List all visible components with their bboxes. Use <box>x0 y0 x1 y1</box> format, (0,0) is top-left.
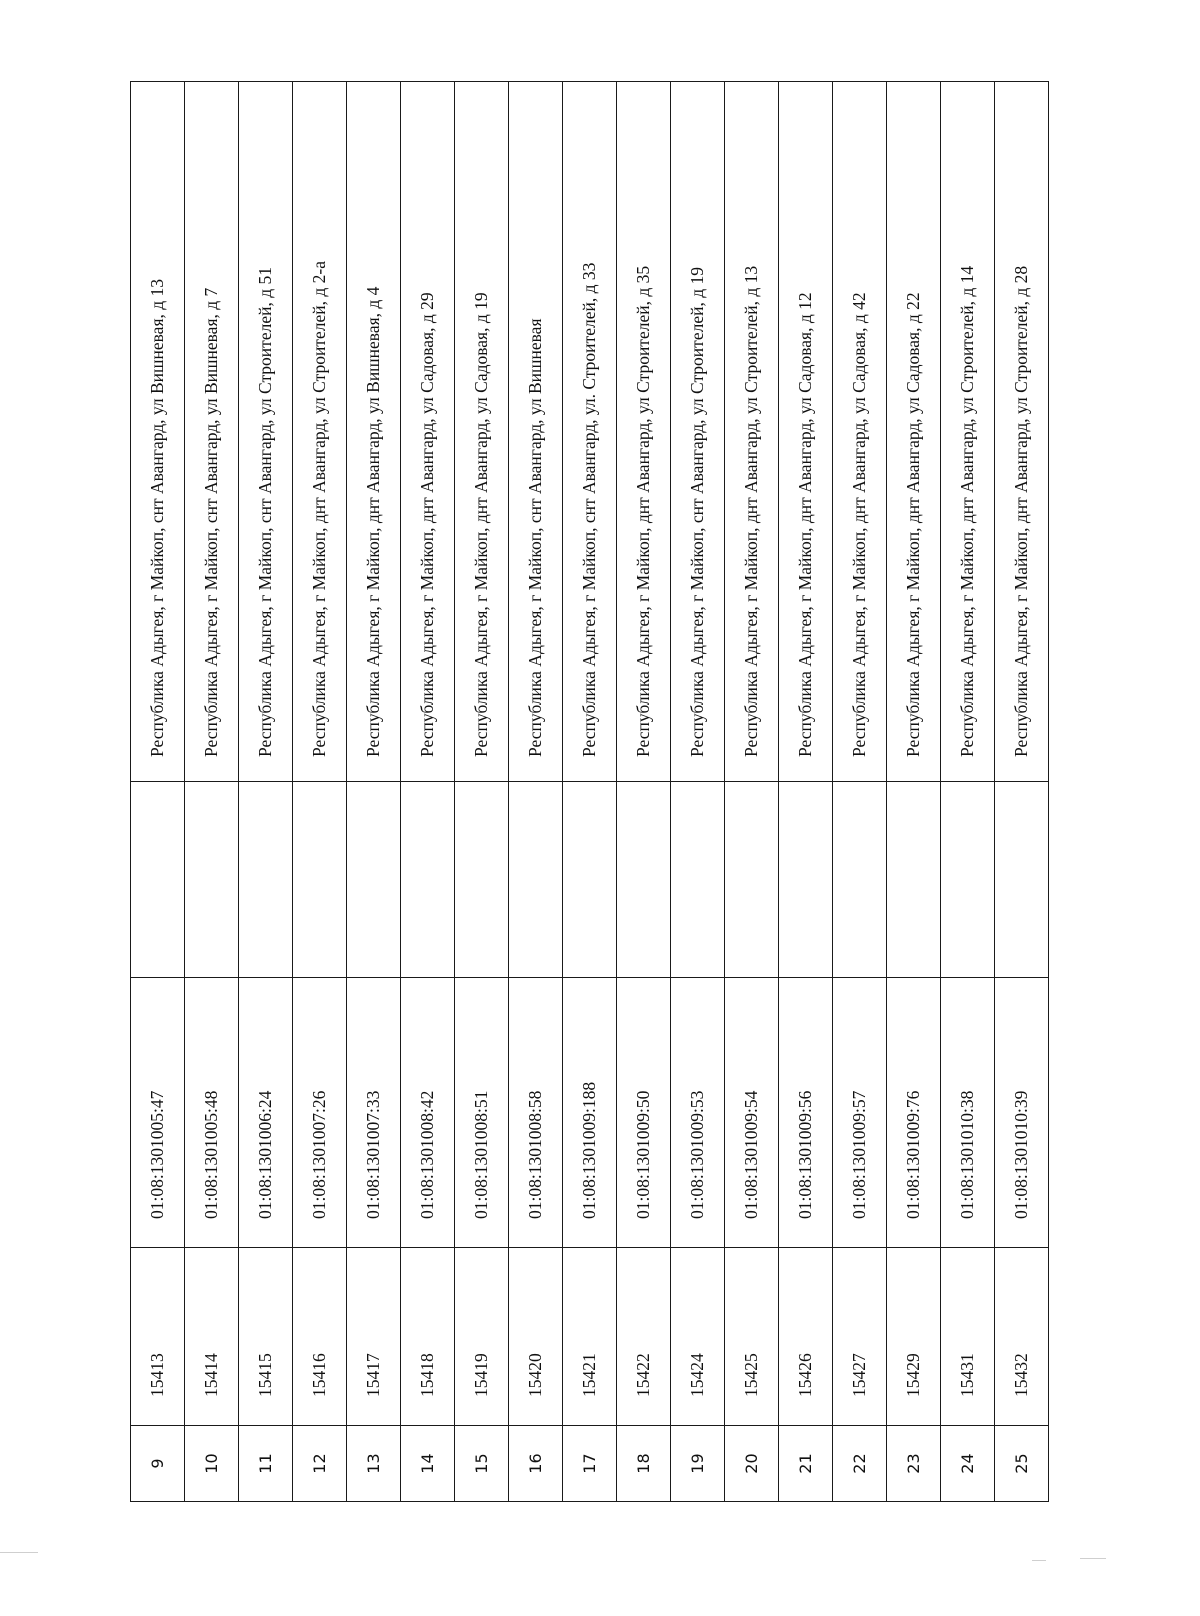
table-wrapper <box>130 82 1031 1502</box>
cadastral-number-cell: 01:08:1301007:26 <box>293 978 347 1248</box>
empty-cell <box>131 782 185 978</box>
table-row <box>401 82 455 1502</box>
table-row <box>185 82 239 1502</box>
cadastral-number-cell: 01:08:1301009:188 <box>563 978 617 1248</box>
rotated-table-area <box>130 82 1031 1502</box>
row-number-cell: 23 <box>887 1426 941 1502</box>
cadastral-number-cell: 01:08:1301009:76 <box>887 978 941 1248</box>
row-number-cell: 14 <box>401 1426 455 1502</box>
empty-cell <box>833 782 887 978</box>
empty-cell <box>293 782 347 978</box>
address-cell: Республика Адыгея, г Майкоп, снт Авангард, ул Строителей, д 19 <box>671 82 725 782</box>
cadastral-number-cell: 01:08:1301009:50 <box>617 978 671 1248</box>
address-cell: Республика Адыгея, г Майкоп, днт Авангард, ул Садовая, д 19 <box>455 82 509 782</box>
empty-cell <box>779 782 833 978</box>
cadastral-number-cell: 01:08:1301009:53 <box>671 978 725 1248</box>
cadastral-number-cell: 01:08:1301010:38 <box>941 978 995 1248</box>
row-number-cell: 10 <box>185 1426 239 1502</box>
row-number-cell: 22 <box>833 1426 887 1502</box>
object-id-cell: 15424 <box>671 1248 725 1426</box>
object-id-cell: 15414 <box>185 1248 239 1426</box>
table-row <box>887 82 941 1502</box>
table-row <box>941 82 995 1502</box>
address-cell: Республика Адыгея, г Майкоп, днт Авангард, ул Строителей, д 28 <box>995 82 1049 782</box>
scan-speck <box>0 1552 38 1553</box>
empty-cell <box>671 782 725 978</box>
table-row <box>671 82 725 1502</box>
empty-cell <box>725 782 779 978</box>
table-row <box>995 82 1049 1502</box>
object-id-cell: 15427 <box>833 1248 887 1426</box>
table-row <box>833 82 887 1502</box>
table-row <box>725 82 779 1502</box>
row-number-cell: 11 <box>239 1426 293 1502</box>
row-number-cell: 13 <box>347 1426 401 1502</box>
object-id-cell: 15422 <box>617 1248 671 1426</box>
cadastral-number-cell: 01:08:1301009:57 <box>833 978 887 1248</box>
cadastral-number-cell: 01:08:1301007:33 <box>347 978 401 1248</box>
cadastral-number-cell: 01:08:1301006:24 <box>239 978 293 1248</box>
row-number-cell: 20 <box>725 1426 779 1502</box>
table-row <box>347 82 401 1502</box>
table-row <box>779 82 833 1502</box>
address-cell: Республика Адыгея, г Майкоп, днт Авангард, ул Садовая, д 29 <box>401 82 455 782</box>
table-row <box>455 82 509 1502</box>
empty-cell <box>617 782 671 978</box>
cadastral-number-cell: 01:08:1301008:42 <box>401 978 455 1248</box>
address-cell: Республика Адыгея, г Майкоп, днт Авангард, ул Вишневая, д 4 <box>347 82 401 782</box>
scan-speck <box>1032 1560 1046 1561</box>
row-number-cell: 12 <box>293 1426 347 1502</box>
address-cell: Республика Адыгея, г Майкоп, днт Авангард, ул Строителей, д 14 <box>941 82 995 782</box>
cadastral-number-cell: 01:08:1301005:48 <box>185 978 239 1248</box>
cadastral-number-cell: 01:08:1301005:47 <box>131 978 185 1248</box>
empty-cell <box>995 782 1049 978</box>
cadastral-number-cell: 01:08:1301009:54 <box>725 978 779 1248</box>
table-row <box>563 82 617 1502</box>
cadastral-number-cell: 01:08:1301009:56 <box>779 978 833 1248</box>
empty-cell <box>563 782 617 978</box>
empty-cell <box>401 782 455 978</box>
object-id-cell: 15418 <box>401 1248 455 1426</box>
address-cell: Республика Адыгея, г Майкоп, днт Авангард, ул Садовая, д 42 <box>833 82 887 782</box>
object-id-cell: 15417 <box>347 1248 401 1426</box>
address-cell: Республика Адыгея, г Майкоп, снт Авангард, ул. Строителей, д 33 <box>563 82 617 782</box>
empty-cell <box>941 782 995 978</box>
address-cell: Республика Адыгея, г Майкоп, днт Авангард, ул Садовая, д 22 <box>887 82 941 782</box>
row-number-cell: 9 <box>131 1426 185 1502</box>
row-number-cell: 19 <box>671 1426 725 1502</box>
object-id-cell: 15419 <box>455 1248 509 1426</box>
address-cell: Республика Адыгея, г Майкоп, днт Авангард, ул Строителей, д 35 <box>617 82 671 782</box>
cadastral-number-cell: 01:08:1301008:51 <box>455 978 509 1248</box>
object-id-cell: 15426 <box>779 1248 833 1426</box>
object-id-cell: 15425 <box>725 1248 779 1426</box>
row-number-cell: 15 <box>455 1426 509 1502</box>
table-row <box>293 82 347 1502</box>
object-id-cell: 15416 <box>293 1248 347 1426</box>
empty-cell <box>887 782 941 978</box>
address-cell: Республика Адыгея, г Майкоп, снт Авангард, ул Вишневая <box>509 82 563 782</box>
address-cell: Республика Адыгея, г Майкоп, днт Авангард, ул Строителей, д 13 <box>725 82 779 782</box>
empty-cell <box>239 782 293 978</box>
object-id-cell: 15415 <box>239 1248 293 1426</box>
row-number-cell: 17 <box>563 1426 617 1502</box>
address-cell: Республика Адыгея, г Майкоп, снт Авангард, ул Строителей, д 51 <box>239 82 293 782</box>
object-id-cell: 15429 <box>887 1248 941 1426</box>
table-row <box>239 82 293 1502</box>
table-body <box>131 82 1049 1502</box>
cadastral-number-cell: 01:08:1301008:58 <box>509 978 563 1248</box>
cadastral-number-cell: 01:08:1301010:39 <box>995 978 1049 1248</box>
object-id-cell: 15413 <box>131 1248 185 1426</box>
object-id-cell: 15431 <box>941 1248 995 1426</box>
empty-cell <box>185 782 239 978</box>
empty-cell <box>455 782 509 978</box>
table-row <box>617 82 671 1502</box>
scan-speck <box>1080 1558 1106 1559</box>
object-id-cell: 15421 <box>563 1248 617 1426</box>
property-register-table <box>130 81 1049 1502</box>
address-cell: Республика Адыгея, г Майкоп, днт Авангард, ул Строителей, д 2-а <box>293 82 347 782</box>
address-cell: Республика Адыгея, г Майкоп, снт Авангард, ул Вишневая, д 13 <box>131 82 185 782</box>
object-id-cell: 15432 <box>995 1248 1049 1426</box>
row-number-cell: 25 <box>995 1426 1049 1502</box>
row-number-cell: 18 <box>617 1426 671 1502</box>
address-cell: Республика Адыгея, г Майкоп, днт Авангард, ул Садовая, д 12 <box>779 82 833 782</box>
table-row <box>509 82 563 1502</box>
empty-cell <box>347 782 401 978</box>
row-number-cell: 21 <box>779 1426 833 1502</box>
empty-cell <box>509 782 563 978</box>
row-number-cell: 16 <box>509 1426 563 1502</box>
table-row <box>131 82 185 1502</box>
object-id-cell: 15420 <box>509 1248 563 1426</box>
row-number-cell: 24 <box>941 1426 995 1502</box>
address-cell: Республика Адыгея, г Майкоп, снт Авангард, ул Вишневая, д 7 <box>185 82 239 782</box>
